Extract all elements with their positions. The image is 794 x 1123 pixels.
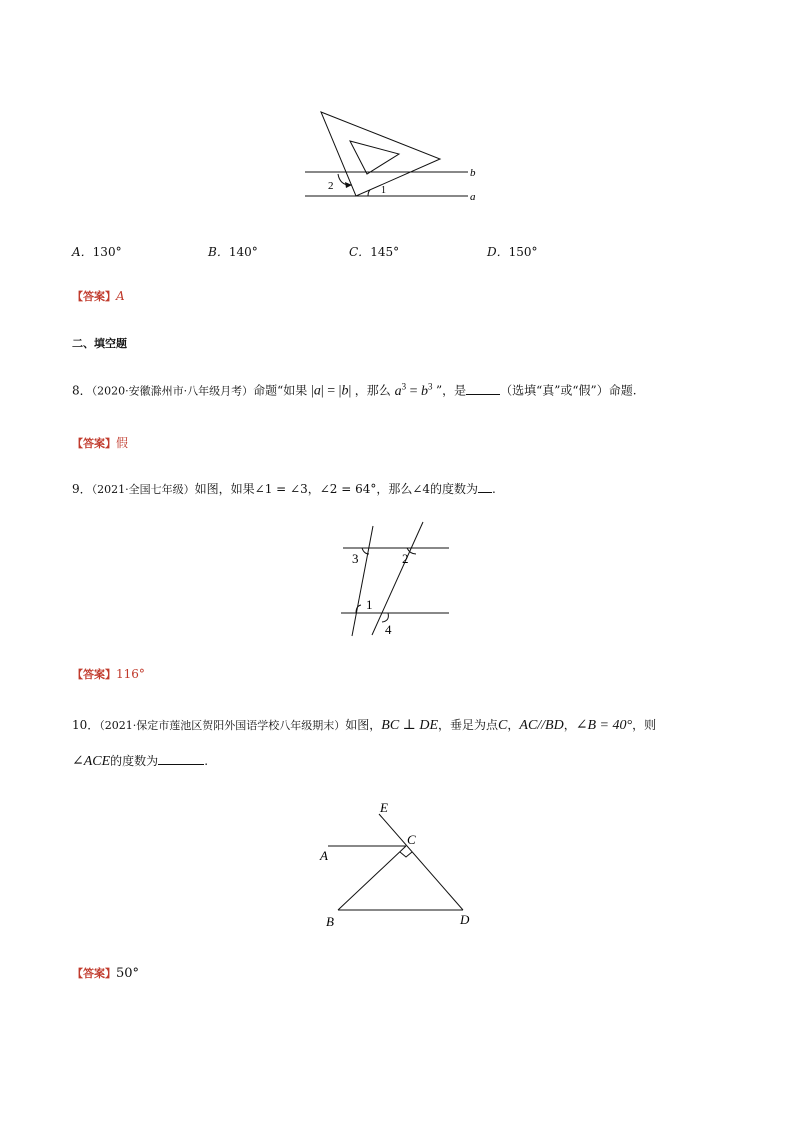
q7-option-b [208, 243, 258, 260]
label-angle-1: 1 [381, 185, 386, 196]
q7-option-b-value: 140° [228, 245, 258, 259]
q8-power-expression [394, 381, 436, 399]
label-b: b [470, 167, 476, 179]
label-a: a [470, 191, 476, 203]
q9-question [72, 480, 496, 497]
q7-option-c [349, 243, 399, 260]
q10-text2: ，垂足为点 [438, 718, 499, 732]
q9-source: （2021·全国七年级） [91, 483, 195, 496]
q8-exp-b: 3 [428, 381, 433, 391]
q8-eq2: = [409, 383, 418, 399]
q10-m3: AC//BD [519, 718, 564, 733]
angle-2-arc [338, 174, 352, 185]
right-angle-mark [400, 852, 412, 857]
q10-question-line1 [72, 716, 656, 734]
q8-question [72, 381, 637, 400]
line-de [379, 814, 463, 910]
label-angle-2: 2 [328, 180, 334, 192]
answer-tag: 【答案】 [72, 967, 116, 980]
q9-figure [336, 518, 456, 642]
q7-option-c-label: C． [349, 245, 371, 259]
right-transversal [372, 522, 423, 635]
answer-tag: 【答案】 [72, 668, 116, 681]
q8-answer [72, 434, 128, 451]
label-A: A [320, 848, 328, 863]
q8-abs-expression: |a| = |b| [311, 383, 352, 399]
q10-number: 10． [72, 718, 100, 732]
line-bc [338, 846, 406, 910]
q7-figure [300, 106, 500, 210]
set-square-outer [321, 112, 440, 196]
q9-end: . [492, 482, 496, 496]
label-4: 4 [385, 622, 392, 637]
q8-text1: 命题“如果 [253, 383, 308, 398]
q10-text1: 如图， [345, 718, 382, 732]
q9-answer-blank[interactable] [478, 480, 492, 493]
q10-m2: C [498, 718, 508, 733]
q8-source: （2020·安徽滁州市·八年级月考） [91, 384, 254, 398]
answer-value: 50° [116, 966, 140, 981]
answer-value: 116° [116, 667, 145, 681]
q8-abs-a: a [313, 383, 321, 399]
label-E: E [380, 800, 388, 815]
q10-end: . [204, 754, 209, 768]
q9-number: 9． [72, 482, 92, 496]
q10-source: （2021·保定市莲池区贺阳外国语学校八年级期末） [99, 719, 346, 732]
q10-answer-blank[interactable] [158, 752, 204, 765]
q10-m4: ∠B = 40° [575, 718, 633, 733]
q10-text4: ， [563, 718, 576, 732]
q7-option-d-label: D． [487, 245, 509, 259]
q10-text5: ，则 [632, 718, 657, 732]
q8-exp-a: 3 [401, 381, 407, 391]
q10-question-line2 [72, 752, 208, 770]
set-square-inner [350, 141, 399, 174]
q9-answer [72, 666, 145, 682]
q10-answer [72, 965, 139, 981]
q8-expr-b: b [421, 383, 429, 399]
label-D: D [460, 912, 470, 927]
q7-option-c-value: 145° [370, 245, 400, 259]
q8-answer-blank[interactable] [466, 382, 500, 395]
q10-text6: 的度数为 [110, 754, 159, 768]
q8-eq: = [327, 383, 336, 399]
label-2: 2 [402, 551, 409, 566]
answer-value: 假 [116, 436, 129, 450]
q8-text4: （选填“真”或“假”）命题. [500, 383, 637, 398]
answer-value: A [116, 289, 125, 303]
label-B: B [326, 914, 334, 929]
q8-text3: ”，是 [436, 383, 467, 398]
q7-option-b-label: B． [208, 245, 229, 259]
answer-tag: 【答案】 [72, 290, 116, 303]
q7-option-a-value: 130° [92, 245, 122, 259]
q10-figure [314, 796, 484, 930]
label-C: C [407, 832, 416, 847]
section-heading: 二、填空题 [72, 337, 127, 350]
q8-number: 8． [72, 383, 92, 398]
q8-expr-a: a [394, 383, 402, 399]
q10-m1: BC ⊥ DE [381, 718, 439, 733]
q8-abs-b: b [341, 383, 349, 399]
q7-option-d [487, 243, 538, 260]
q8-text2: ，那么 [354, 383, 391, 398]
q7-option-d-value: 150° [508, 245, 538, 259]
label-3: 3 [352, 551, 359, 566]
q7-option-a-label: A． [72, 245, 93, 259]
q10-m5: ∠ACE [72, 754, 111, 769]
q7-option-a [72, 243, 122, 260]
q10-text3: ， [507, 718, 520, 732]
label-1: 1 [366, 597, 373, 612]
left-transversal [352, 526, 373, 636]
angle-4-arc [382, 613, 388, 622]
q7-answer [72, 288, 125, 304]
answer-tag: 【答案】 [72, 437, 116, 450]
q9-text: 如图，如果∠1 = ∠3，∠2 = 64°，那么∠4的度数为 [194, 482, 479, 496]
